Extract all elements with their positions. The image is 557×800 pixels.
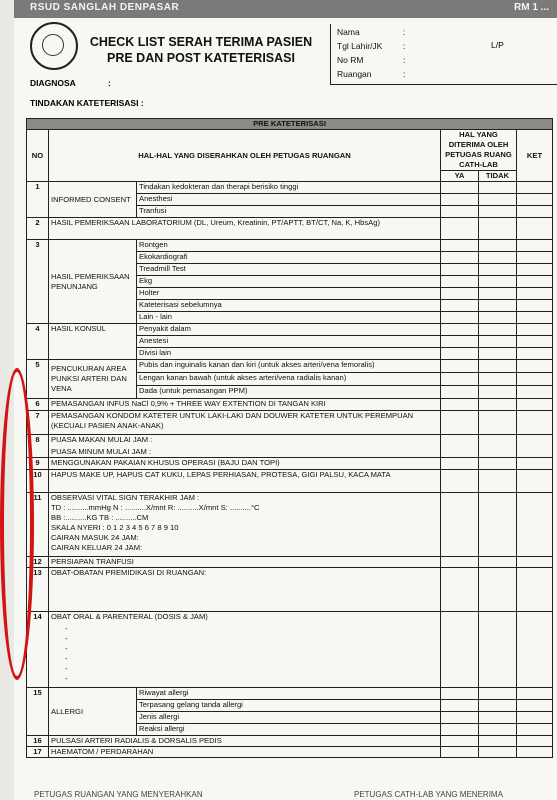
- medication-title: OBAT ORAL & PARENTERAL (DOSIS & JAM): [51, 612, 208, 621]
- ket-cell[interactable]: [517, 194, 553, 206]
- dash: -: [65, 674, 68, 683]
- ket-cell[interactable]: [517, 336, 553, 348]
- ya-cell[interactable]: [441, 612, 479, 688]
- ya-cell[interactable]: [441, 194, 479, 206]
- patient-id-box: [330, 24, 557, 85]
- row-category: ALLERGI: [49, 688, 137, 736]
- ket-cell[interactable]: [517, 288, 553, 300]
- tidak-cell[interactable]: [479, 288, 517, 300]
- dash: -: [65, 664, 68, 673]
- ket-cell[interactable]: [517, 688, 553, 700]
- header-items: HAL-HAL YANG DISERAHKAN OLEH PETUGAS RUANGAN: [49, 130, 441, 182]
- tidak-cell[interactable]: [479, 218, 517, 240]
- ya-cell[interactable]: [441, 493, 479, 557]
- row-no: 1: [27, 182, 49, 218]
- tidak-cell[interactable]: [479, 348, 517, 360]
- sex-lp: L/P: [491, 40, 504, 50]
- tidak-cell[interactable]: [479, 747, 517, 758]
- row-text: HAPUS MAKE UP, HAPUS CAT KUKU, LEPAS PERHIASAN, PROTESA, GIGI PALSU, KACA MATA: [49, 470, 441, 493]
- row-text: HASIL PEMERIKSAAN LABORATORIUM (DL, Ureum, Kreatinin, PT/APTT, BT/CT, Na, K, HbsAg): [49, 218, 441, 240]
- tidak-cell[interactable]: [479, 300, 517, 312]
- ket-cell[interactable]: [517, 399, 553, 411]
- ya-cell[interactable]: [441, 736, 479, 747]
- dash: -: [65, 644, 68, 653]
- ket-cell[interactable]: [517, 264, 553, 276]
- id-colon: :: [403, 69, 406, 79]
- ket-cell[interactable]: [517, 568, 553, 612]
- ya-cell[interactable]: [441, 336, 479, 348]
- tidak-cell[interactable]: [479, 373, 517, 386]
- vital-line: SKALA NYERI : 0 1 2 3 4 5 6 7 8 9 10: [51, 523, 179, 532]
- footer-right: PETUGAS CATH-LAB YANG MENERIMA: [354, 790, 503, 799]
- row-text: MENGGUNAKAN PAKAIAN KHUSUS OPERASI (BAJU DAN TOPI): [49, 458, 441, 470]
- dash: -: [65, 624, 68, 633]
- tidak-cell[interactable]: [479, 324, 517, 336]
- row-category: INFORMED CONSENT: [49, 182, 137, 218]
- ket-cell[interactable]: [517, 348, 553, 360]
- ya-cell[interactable]: [441, 252, 479, 264]
- ya-cell[interactable]: [441, 218, 479, 240]
- ya-cell[interactable]: [441, 312, 479, 324]
- ya-cell[interactable]: [441, 458, 479, 470]
- row-item: Tranfusi: [137, 206, 441, 218]
- ya-cell[interactable]: [441, 373, 479, 386]
- hospital-logo-icon: [30, 22, 78, 70]
- puasa-makan: PUASA MAKAN MULAI JAM :: [51, 435, 153, 444]
- ya-cell[interactable]: [441, 240, 479, 252]
- ya-cell[interactable]: [441, 688, 479, 700]
- vital-line: OBSERVASI VITAL SIGN TERAKHIR JAM :: [51, 493, 200, 502]
- row-text: PULSASI ARTERI RADIALIS & DORSALIS PEDIS: [49, 736, 441, 747]
- ya-cell[interactable]: [441, 386, 479, 399]
- pre-band: PRE KATETERISASI: [27, 119, 553, 130]
- tidak-cell[interactable]: [479, 264, 517, 276]
- row-text: HAEMATOM / PERDARAHAN: [49, 747, 441, 758]
- ya-cell[interactable]: [441, 411, 479, 435]
- id-colon: :: [403, 27, 406, 37]
- ket-cell[interactable]: [517, 470, 553, 493]
- row-no: 6: [27, 399, 49, 411]
- diagnosa-colon: :: [108, 78, 111, 88]
- ket-cell[interactable]: [517, 276, 553, 288]
- tidak-cell[interactable]: [479, 336, 517, 348]
- medication-block: [49, 612, 441, 688]
- tidak-cell[interactable]: [479, 386, 517, 399]
- row-no: 17: [27, 747, 49, 758]
- red-highlight-oval: [0, 368, 34, 680]
- row-item: Jenis allergi: [137, 712, 441, 724]
- row-no: 9: [27, 458, 49, 470]
- row-text: [49, 435, 441, 458]
- row-item: Ekokardiografi: [137, 252, 441, 264]
- title-line1: CHECK LIST SERAH TERIMA PASIEN: [89, 35, 313, 49]
- tidak-cell[interactable]: [479, 252, 517, 264]
- row-no: 4: [27, 324, 49, 360]
- row-no: 7: [27, 411, 49, 435]
- id-label-norm: No RM: [337, 55, 364, 65]
- row-item: Terpasang gelang tanda allergi: [137, 700, 441, 712]
- row-item: Pubis dan inguinalis kanan dan kiri (untuk akses arteri/vena femoralis): [137, 360, 441, 373]
- tidak-cell[interactable]: [479, 568, 517, 612]
- row-text: PEMASANGAN INFUS NaCl 0,9% + THREE WAY EXTENTION DI TANGAN KIRI: [49, 399, 441, 411]
- vital-line: CAIRAN KELUAR 24 JAM:: [51, 543, 143, 552]
- ya-cell[interactable]: [441, 276, 479, 288]
- ket-cell[interactable]: [517, 557, 553, 568]
- row-item: Rontgen: [137, 240, 441, 252]
- vital-line: TD : ..........mmHg N : ..........X/mnt R: ..........X/mnt S: ..........°C: [51, 503, 260, 512]
- row-no: 3: [27, 240, 49, 324]
- ket-cell[interactable]: [517, 386, 553, 399]
- row-item: Riwayat allergi: [137, 688, 441, 700]
- tidak-cell[interactable]: [479, 688, 517, 700]
- header-ket: KET: [517, 130, 553, 182]
- form-sheet: [14, 0, 557, 800]
- ya-cell[interactable]: [441, 470, 479, 493]
- tindakan-label: TINDAKAN KATETERISASI :: [30, 98, 144, 108]
- row-no: 2: [27, 218, 49, 240]
- id-label-ruangan: Ruangan: [337, 69, 372, 79]
- tidak-cell[interactable]: [479, 194, 517, 206]
- row-item: Treadmill Test: [137, 264, 441, 276]
- tidak-cell[interactable]: [479, 493, 517, 557]
- row-item: Dada (untuk pemasangan PPM): [137, 386, 441, 399]
- tidak-cell[interactable]: [479, 712, 517, 724]
- ya-cell[interactable]: [441, 360, 479, 373]
- footer-left: PETUGAS RUANGAN YANG MENYERAHKAN: [34, 790, 203, 799]
- tidak-cell[interactable]: [479, 206, 517, 218]
- header-bar: [14, 0, 557, 18]
- ya-cell[interactable]: [441, 724, 479, 736]
- hospital-name: RSUD SANGLAH DENPASAR: [30, 2, 180, 13]
- ket-cell[interactable]: [517, 240, 553, 252]
- ya-cell[interactable]: [441, 324, 479, 336]
- row-item: Lain - lain: [137, 312, 441, 324]
- dash: -: [65, 634, 68, 643]
- signature-footer: [34, 790, 544, 799]
- puasa-minum: PUASA MINUM MULAI JAM :: [51, 447, 151, 456]
- row-no: 14: [27, 612, 49, 688]
- row-no: 10: [27, 470, 49, 493]
- ket-cell[interactable]: [517, 206, 553, 218]
- row-text: OBAT-OBATAN PREMIDIKASI DI RUANGAN:: [49, 568, 441, 612]
- ket-cell[interactable]: [517, 612, 553, 688]
- tidak-cell[interactable]: [479, 612, 517, 688]
- header-ya: YA: [441, 171, 479, 182]
- ya-cell[interactable]: [441, 288, 479, 300]
- id-label-nama: Nama: [337, 27, 360, 37]
- tidak-cell[interactable]: [479, 411, 517, 435]
- tidak-cell[interactable]: [479, 736, 517, 747]
- form-code: RM 1 ...: [513, 2, 549, 13]
- ket-cell[interactable]: [517, 218, 553, 240]
- row-item: Ekg: [137, 276, 441, 288]
- ket-cell[interactable]: [517, 373, 553, 386]
- tidak-cell[interactable]: [479, 240, 517, 252]
- tidak-cell[interactable]: [479, 182, 517, 194]
- ket-cell[interactable]: [517, 182, 553, 194]
- ya-cell[interactable]: [441, 568, 479, 612]
- ya-cell[interactable]: [441, 435, 479, 458]
- ya-cell[interactable]: [441, 557, 479, 568]
- tidak-cell[interactable]: [479, 435, 517, 458]
- row-no: 13: [27, 568, 49, 612]
- ket-cell[interactable]: [517, 700, 553, 712]
- vital-sign-block: [49, 493, 441, 557]
- vital-line: CAIRAN MASUK 24 JAM:: [51, 533, 139, 542]
- row-item: Penyakit dalam: [137, 324, 441, 336]
- ya-cell[interactable]: [441, 264, 479, 276]
- ya-cell[interactable]: [441, 747, 479, 758]
- dash: -: [65, 654, 68, 663]
- tidak-cell[interactable]: [479, 399, 517, 411]
- row-item: Divisi lain: [137, 348, 441, 360]
- row-no: 15: [27, 688, 49, 736]
- row-item: Kateterisasi sebelumnya: [137, 300, 441, 312]
- id-label-tgl: Tgl Lahir/JK: [337, 41, 383, 51]
- ket-cell[interactable]: [517, 747, 553, 758]
- row-item: Reaksi allergi: [137, 724, 441, 736]
- ket-cell[interactable]: [517, 300, 553, 312]
- ket-cell[interactable]: [517, 712, 553, 724]
- ya-cell[interactable]: [441, 700, 479, 712]
- tidak-cell[interactable]: [479, 557, 517, 568]
- ket-cell[interactable]: [517, 360, 553, 373]
- tidak-cell[interactable]: [479, 700, 517, 712]
- tidak-cell[interactable]: [479, 470, 517, 493]
- tidak-cell[interactable]: [479, 276, 517, 288]
- row-item: Tindakan kedokteran dan therapi berisiko tinggi: [137, 182, 441, 194]
- ya-cell[interactable]: [441, 300, 479, 312]
- ket-cell[interactable]: [517, 324, 553, 336]
- vital-line: BB :..........KG TB : ..........CM: [51, 513, 149, 522]
- row-category: PENCUKURAN AREA PUNKSI ARTERI DAN VENA: [49, 360, 137, 399]
- row-no: 16: [27, 736, 49, 747]
- row-item: Lengan kanan bawah (untuk akses arteri/vena radialis kanan): [137, 373, 441, 386]
- row-item: Anestesi: [137, 336, 441, 348]
- ya-cell[interactable]: [441, 348, 479, 360]
- row-text: PERSIAPAN TRANFUSI: [49, 557, 441, 568]
- checklist-table: [26, 118, 553, 758]
- header-received: HAL YANG DITERIMA OLEH PETUGAS RUANG CATH-LAB: [441, 130, 517, 171]
- diagnosa-label: DIAGNOSA: [30, 78, 76, 88]
- row-no: 12: [27, 557, 49, 568]
- ket-cell[interactable]: [517, 724, 553, 736]
- ya-cell[interactable]: [441, 712, 479, 724]
- ya-cell[interactable]: [441, 206, 479, 218]
- id-colon: :: [403, 55, 406, 65]
- ya-cell[interactable]: [441, 182, 479, 194]
- row-no: 11: [27, 493, 49, 557]
- form-title: [76, 34, 326, 66]
- ket-cell[interactable]: [517, 435, 553, 458]
- ket-cell[interactable]: [517, 458, 553, 470]
- ket-cell[interactable]: [517, 493, 553, 557]
- header-no: NO: [27, 130, 49, 182]
- row-category: HASIL KONSUL: [49, 324, 137, 360]
- row-item: Anesthesi: [137, 194, 441, 206]
- title-line2: PRE DAN POST KATETERISASI: [107, 51, 295, 65]
- row-category: HASIL PEMERIKSAAN PENUNJANG: [49, 240, 137, 324]
- row-text: PEMASANGAN KONDOM KATETER UNTUK LAKI-LAKI DAN DOUWER KATETER UNTUK PEREMPUAN (KECUALI PASIEN ANAK-ANAK): [49, 411, 441, 435]
- row-no: 5: [27, 360, 49, 399]
- ket-cell[interactable]: [517, 736, 553, 747]
- row-no: 8: [27, 435, 49, 458]
- tidak-cell[interactable]: [479, 360, 517, 373]
- ket-cell[interactable]: [517, 411, 553, 435]
- header-tidak: TIDAK: [479, 171, 517, 182]
- id-colon: :: [403, 41, 406, 51]
- tidak-cell[interactable]: [479, 724, 517, 736]
- tidak-cell[interactable]: [479, 312, 517, 324]
- ya-cell[interactable]: [441, 399, 479, 411]
- ket-cell[interactable]: [517, 312, 553, 324]
- row-item: Holter: [137, 288, 441, 300]
- ket-cell[interactable]: [517, 252, 553, 264]
- tidak-cell[interactable]: [479, 458, 517, 470]
